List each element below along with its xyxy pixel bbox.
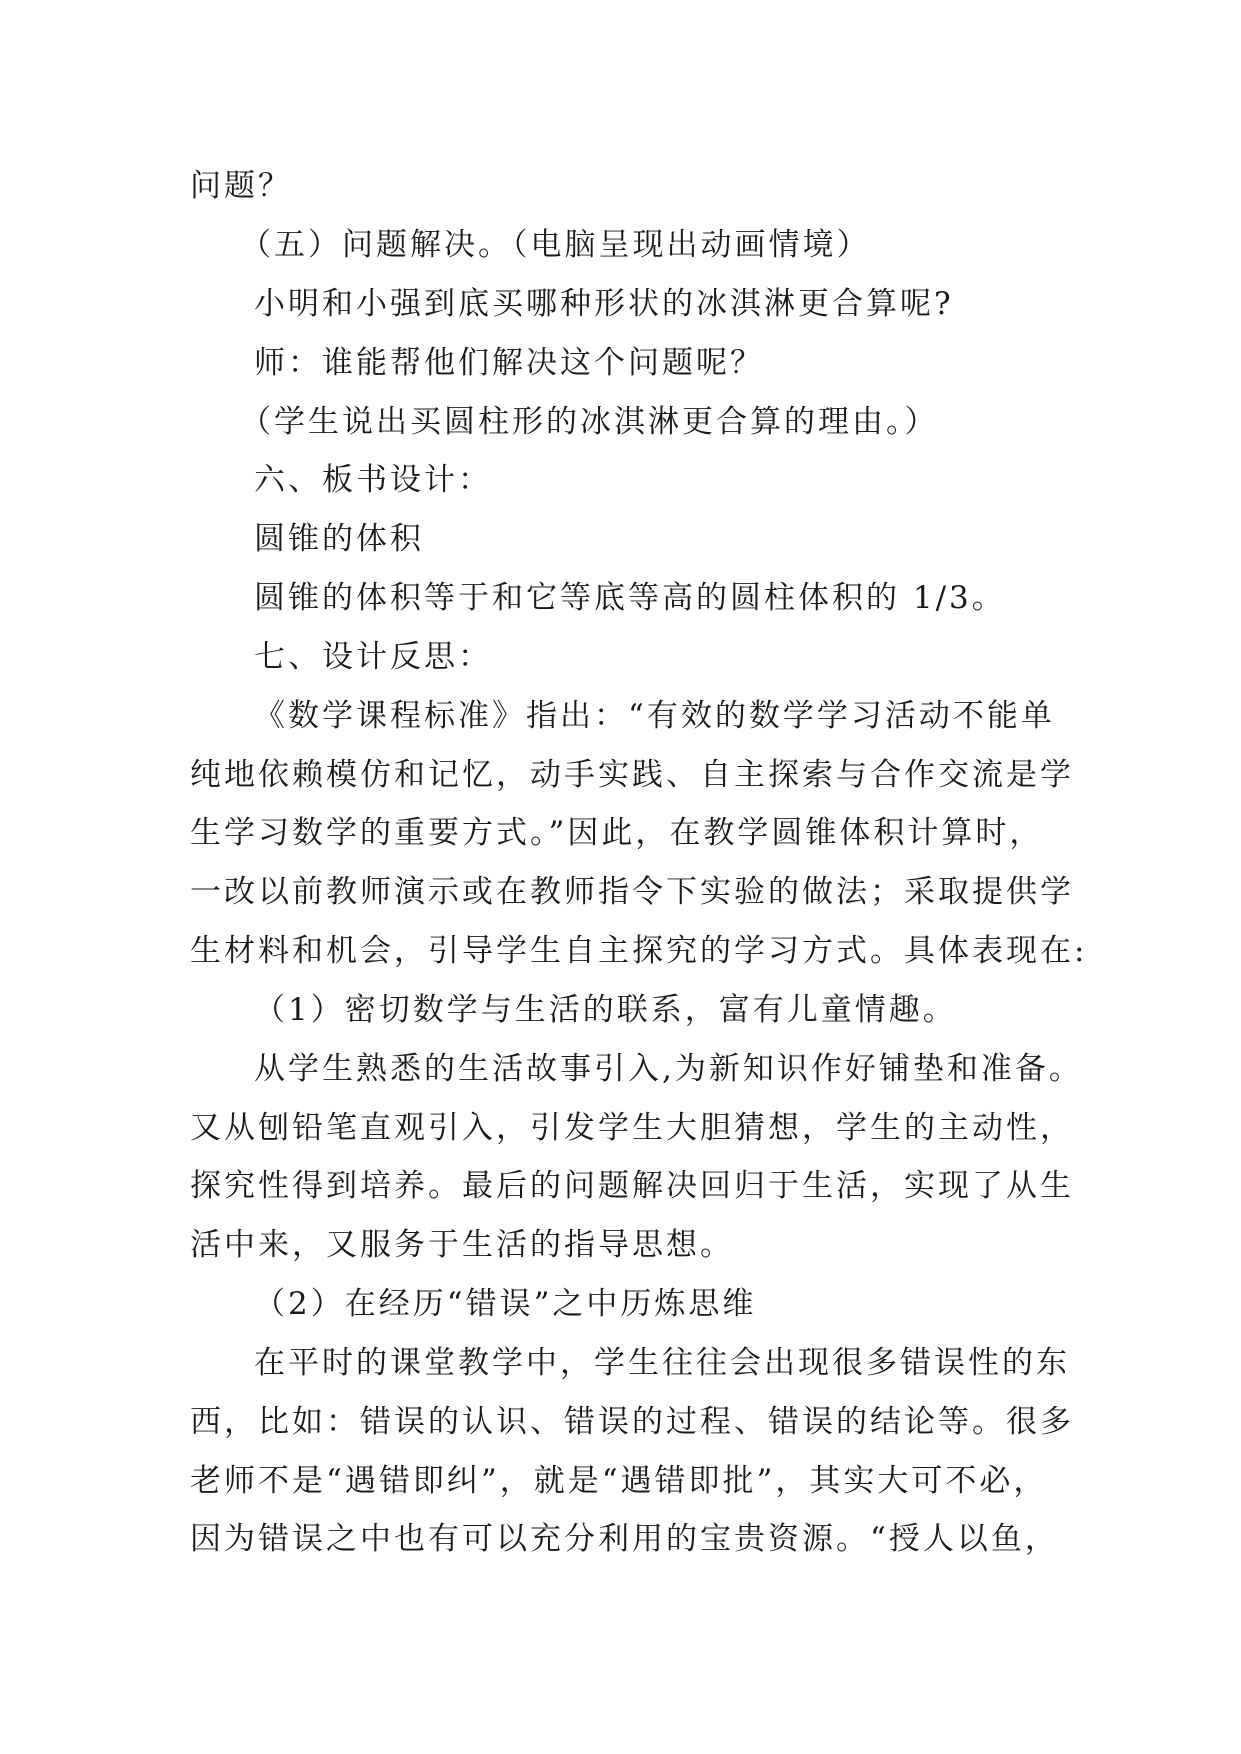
text-line: 师：谁能帮他们解决这个问题呢？ <box>254 345 764 381</box>
text-line: 六、板书设计： <box>254 462 492 498</box>
text-line: （2）在经历“错误”之中历炼思维 <box>254 1286 757 1322</box>
text-line: （1）密切数学与生活的联系，富有儿童情趣。 <box>254 992 957 1028</box>
text-line: （五）问题解决。（电脑呈现出动画情境） <box>240 227 871 263</box>
text-line: 老师不是“遇错即纠”，就是“遇错即批”，其实大可不必， <box>190 1463 1048 1499</box>
text-line: 七、设计反思： <box>254 639 492 675</box>
text-line: 西，比如：错误的认识、错误的过程、错误的结论等。很多 <box>190 1404 1074 1440</box>
text-line: 圆锥的体积等于和它等底等高的圆柱体积的 1/3。 <box>254 580 1006 616</box>
text-line: 圆锥的体积 <box>254 521 424 557</box>
text-line: 又从刨铅笔直观引入，引发学生大胆猜想，学生的主动性， <box>190 1110 1074 1146</box>
text-line: 探究性得到培养。最后的问题解决回归于生活，实现了从生 <box>190 1168 1074 1204</box>
text-line: 因为错误之中也有可以充分利用的宝贵资源。“授人以鱼， <box>190 1521 1059 1557</box>
text-line: 纯地依赖模仿和记忆，动手实践、自主探索与合作交流是学 <box>190 757 1074 793</box>
text-line: 从学生熟悉的生活故事引入,为新知识作好铺垫和准备。 <box>254 1051 1083 1087</box>
text-line: 活中来，又服务于生活的指导思想。 <box>190 1227 734 1263</box>
text-line: 小明和小强到底买哪种形状的冰淇淋更合算呢? <box>254 286 954 322</box>
text-line: 生材料和机会，引导学生自主探究的学习方式。具体表现在: <box>190 933 1088 969</box>
text-line: 问题？ <box>190 168 292 204</box>
text-line: 在平时的课堂教学中，学生往往会出现很多错误性的东 <box>254 1345 1070 1381</box>
text-line: （学生说出买圆柱形的冰淇淋更合算的理由。） <box>240 404 939 440</box>
text-line: 一改以前教师演示或在教师指令下实验的做法；采取提供学 <box>190 874 1074 910</box>
text-line: 生学习数学的重要方式。”因此，在教学圆锥体积计算时， <box>190 815 1044 851</box>
text-line: 《数学课程标准》指出：“有效的数学学习活动不能单 <box>254 698 1055 734</box>
